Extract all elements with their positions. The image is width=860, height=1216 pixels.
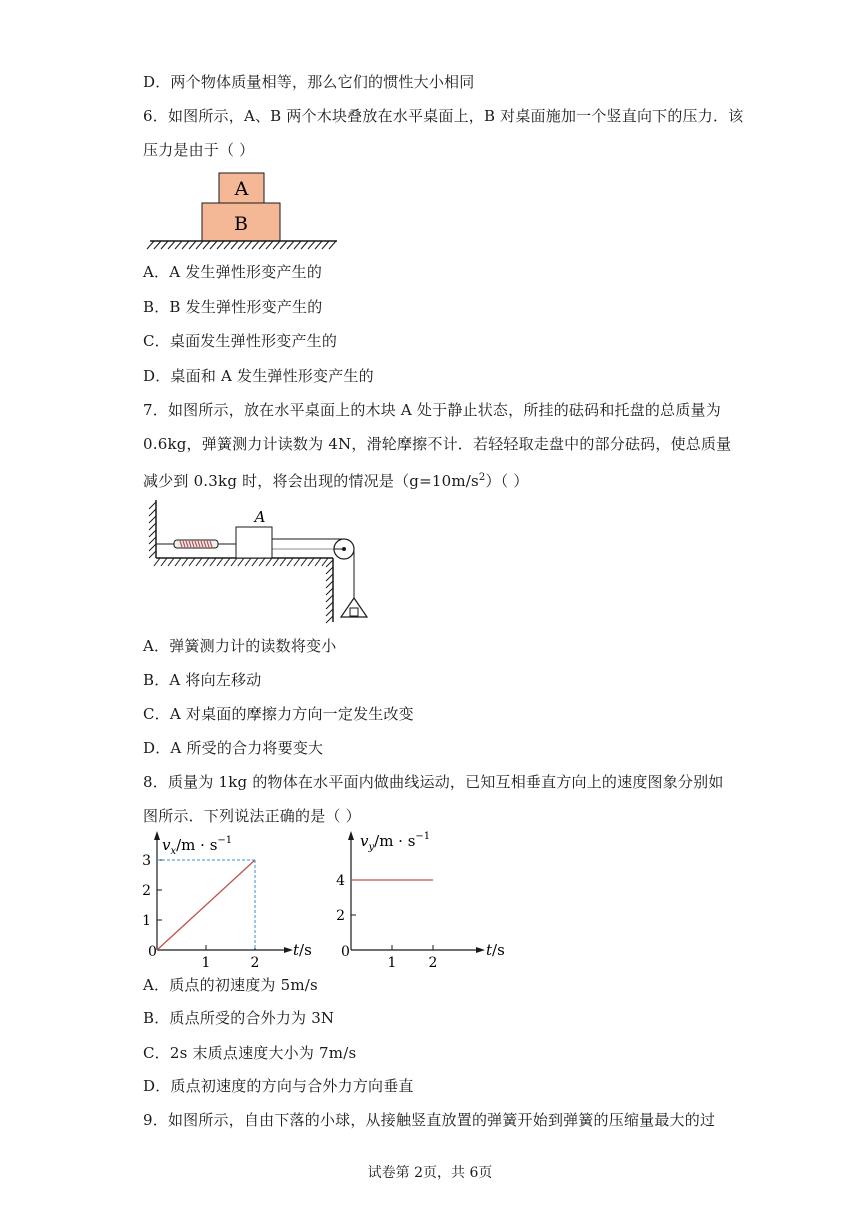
y-tick-label: 1 bbox=[142, 913, 151, 929]
question-6-stem-cont: 压力是由于（ ） bbox=[143, 141, 255, 159]
weight bbox=[350, 608, 358, 616]
chart-vx-t bbox=[140, 828, 320, 971]
question-8-stem-cont: 图所示．下列说法正确的是（ ） bbox=[143, 807, 361, 825]
option-a-q8: A．质点的初速度为 5m/s bbox=[143, 976, 318, 994]
option-d-q6: D．桌面和 A 发生弹性形变产生的 bbox=[143, 367, 374, 385]
y-tick-label: 3 bbox=[142, 853, 151, 869]
block-a-label: A bbox=[254, 508, 266, 526]
option-b-q8: B．质点所受的合外力为 3N bbox=[143, 1009, 335, 1027]
x-tick-label: 1 bbox=[201, 955, 211, 971]
origin-label: 0 bbox=[341, 944, 350, 960]
option-d-q7: D．A 所受的合力将要变大 bbox=[143, 739, 324, 757]
y-tick-label: 2 bbox=[336, 908, 345, 924]
x-tick-label: 2 bbox=[250, 955, 260, 971]
question-9-stem: 9．如图所示，自由下落的小球，从接触竖直放置的弹簧开始到弹簧的压缩量最大的过 bbox=[143, 1111, 716, 1129]
page-footer: 试卷第 2页，共 6页 bbox=[367, 1165, 493, 1181]
option-b-q6: B．B 发生弹性形变产生的 bbox=[143, 298, 323, 316]
spring-scale bbox=[156, 540, 236, 548]
question-6-stem: 6．如图所示，A、B 两个木块叠放在水平桌面上，B 对桌面施加一个竖直向下的压力．该 bbox=[143, 107, 744, 125]
block-a-label: A bbox=[234, 178, 249, 200]
option-c-q6: C．桌面发生弹性形变产生的 bbox=[143, 332, 338, 350]
option-a-q6: A．A 发生弹性形变产生的 bbox=[143, 263, 323, 281]
question-7-stem-cont: 0.6kg，弹簧测力计读数为 4N，滑轮摩擦不计．若轻轻取走盘中的部分砝码，使总质量 bbox=[143, 435, 732, 453]
block-a bbox=[236, 527, 272, 558]
x-tick-label: 2 bbox=[428, 955, 438, 971]
option-a-q7: A．弹簧测力计的读数将变小 bbox=[143, 637, 337, 655]
option-c-q8: C．2s 末质点速度大小为 7m/s bbox=[143, 1044, 357, 1062]
option-b-q7: B．A 将向左移动 bbox=[143, 671, 262, 689]
figure-spring-pulley bbox=[148, 500, 378, 625]
figure-stacked-blocks bbox=[140, 168, 345, 258]
series-line bbox=[157, 860, 255, 950]
y-axis-label: $v_x/m \cdot s^{-1}$ bbox=[162, 835, 233, 857]
x-tick-label: 1 bbox=[387, 955, 397, 971]
question-7-stem: 7．如图所示，放在水平桌面上的木块 A 处于静止状态，所挂的砝码和托盘的总质量为 bbox=[143, 401, 721, 419]
origin-label: 0 bbox=[148, 944, 157, 960]
y-tick-label: 2 bbox=[142, 883, 151, 899]
question-7-stem-cont2: 减少到 0.3kg 时，将会出现的情况是$(g=10m/s^2)$（ ） bbox=[143, 472, 529, 490]
table-hatching bbox=[147, 241, 336, 249]
x-axis-label: t/s bbox=[293, 941, 312, 959]
y-axis-label: $v_y/m \cdot s^{-1}$ bbox=[360, 831, 431, 853]
option-c-q7: C．A 对桌面的摩擦力方向一定发生改变 bbox=[143, 705, 414, 723]
question-8-stem: 8．质量为 1kg 的物体在水平面内做曲线运动，已知互相垂直方向上的速度图象分别如 bbox=[143, 773, 724, 791]
block-b-label: B bbox=[234, 213, 248, 235]
x-axis-label: t/s bbox=[486, 941, 505, 959]
y-tick-label: 4 bbox=[336, 873, 345, 889]
chart-vy-t bbox=[336, 828, 518, 971]
option-d-q5: D．两个物体质量相等，那么它们的惯性大小相同 bbox=[143, 73, 475, 91]
option-d-q8: D．质点初速度的方向与合外力方向垂直 bbox=[143, 1077, 414, 1095]
